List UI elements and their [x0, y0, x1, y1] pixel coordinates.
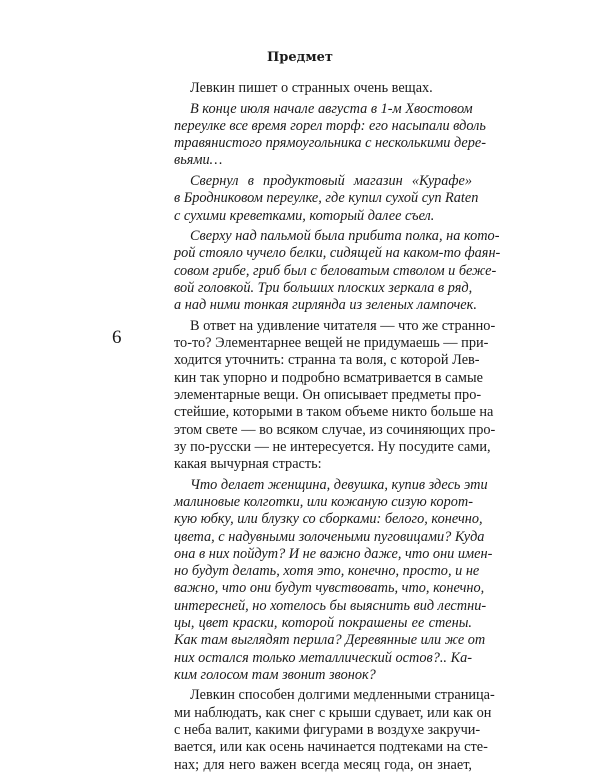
- body-text-line: Левкин способен долгими медленными страница-: [190, 687, 495, 704]
- quote-text-line: важно, что они будут чувствовать, что, конечно,: [174, 580, 485, 597]
- body-text-line: какая вычурная страсть:: [174, 456, 322, 473]
- body-text-line: В ответ на удивление читателя — что же странно-: [190, 317, 496, 334]
- quote-text-line: вьями…: [174, 152, 223, 169]
- quote-text-line: малиновые колготки, или кожаную сизую корот-: [174, 493, 473, 510]
- body-text-line: с неба валит, какими фигурами в воздухе закручи-: [174, 722, 481, 738]
- quote-text-line: Свернул в продуктовый магазин «Курафе»: [190, 172, 472, 189]
- quote-text-line: а над ними тонкая гирлянда из зеленых лампочек.: [174, 297, 477, 314]
- body-text-line: ходится уточнить: странна та воля, с которой Лев-: [174, 352, 480, 369]
- body-text-line: элементарные вещи. Он описывает предметы про-: [174, 386, 482, 403]
- body-text-line: этом свете — во всяком случае, из сочиняющих про-: [174, 421, 496, 438]
- quote-text-line: Как там выглядят перила? Деревянные или же от: [174, 632, 486, 649]
- quote-text-line: ким голосом там звонит звонок?: [174, 666, 376, 683]
- quote-text-line: с сухими креветками, который далее съел.: [174, 207, 435, 224]
- quote-text-line: в Бродниковом переулке, где купил сухой суп Ratеп: [174, 190, 479, 207]
- quote-text-line: но будут делать, хотя это, конечно, просто, и не: [174, 563, 480, 580]
- body-text-line: вается, или как осень начинается подтеками на сте-: [174, 739, 488, 756]
- quote-text-line: рой стояло чучело белки, сидящей на каком-то фаян-: [174, 245, 501, 262]
- quote-text-line: цы, цвет краски, которой покрашены ее стены.: [174, 615, 472, 631]
- quote-text-line: переулке все время горел торф: его насыпали вдоль: [174, 117, 486, 134]
- quote-text-line: вой головкой. Три больших плоских зеркала в ряд,: [174, 279, 473, 296]
- body-text-line: кин так упорно и подробно всматривается в самые: [174, 369, 483, 386]
- body-text-line: нах; для него важен всегда месяц года, он знает,: [174, 756, 472, 773]
- body-text-line: то-то? Элементарнее вещей не придумаешь — при-: [174, 335, 489, 351]
- quote-text-line: она в них пойдут? И не важно даже, что они имен-: [174, 545, 493, 562]
- body-text-line: Левкин пишет о странных очень вещах.: [190, 80, 433, 96]
- quote-text-line: них остался только металлический остов?.. Ка-: [174, 649, 472, 666]
- body-text-line: стейшие, которыми в таком объеме никто больше на: [174, 404, 494, 421]
- quote-text-line: Что делает женщина, девушка, купив здесь эти: [190, 476, 488, 493]
- body-text-line: ми наблюдать, как снег с крыши сдувает, или как он: [174, 704, 492, 721]
- page-title: Предмет: [267, 50, 333, 65]
- quote-text-line: травянистого прямоугольника с несколькими дере-: [174, 135, 487, 152]
- quote-text-line: Сверху над пальмой была прибита полка, на кото-: [190, 228, 500, 244]
- quote-text-line: интересней, но хотелось бы выяснить вид лестни-: [174, 597, 487, 614]
- quote-text-line: совом грибе, гриб был с беловатым стволом и беже-: [174, 262, 497, 279]
- quote-text-line: В конце июля начале августа в 1-м Хвостовом: [190, 100, 473, 117]
- quote-text-line: кую юбку, или блузку со сборками: белого, конечно,: [174, 511, 483, 528]
- body-text-line: зу по-русски — не интересуется. Ну посудите сами,: [174, 438, 491, 455]
- page-number: 6: [112, 327, 122, 348]
- quote-text-line: цвета, с надувными золочеными пуговицами? Куда: [174, 528, 485, 545]
